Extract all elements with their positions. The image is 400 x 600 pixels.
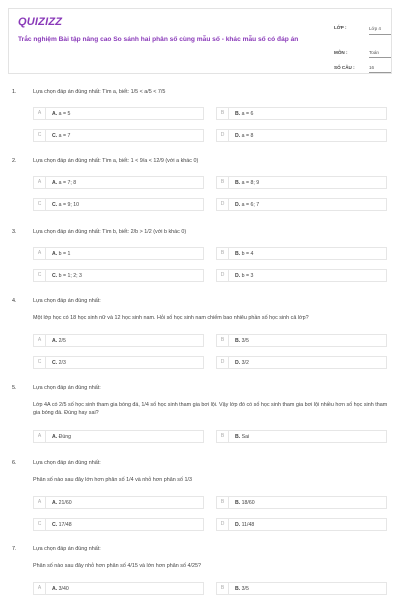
option-b[interactable]: [216, 496, 387, 509]
option-b[interactable]: [216, 107, 387, 120]
option-prefix: A.: [52, 110, 58, 117]
option-letter: A: [34, 497, 46, 508]
option-letter: D: [217, 130, 229, 141]
option-letter: C: [34, 130, 46, 141]
option-text: a = 7: [58, 132, 71, 139]
option-prefix: A.: [52, 433, 58, 440]
count-value: 16: [369, 65, 391, 73]
question-number: 1.: [12, 89, 17, 95]
option-text: 3/40: [58, 585, 69, 592]
option-prefix: A.: [52, 337, 58, 344]
option-prefix: C.: [52, 132, 58, 139]
question-body: Phân số nào sau đây nhỏ hơn phân số 4/15 và lớn hơn phân số 4/25?: [33, 563, 201, 569]
option-c[interactable]: [33, 198, 204, 211]
option-letter: B: [217, 108, 229, 119]
option-text: 2/3: [58, 359, 66, 366]
option-prefix: B.: [235, 110, 241, 117]
option-letter: B: [217, 248, 229, 259]
option-prefix: B.: [235, 585, 241, 592]
option-letter: C: [34, 270, 46, 281]
subject-value: Toán: [369, 50, 391, 58]
option-text: 3/5: [241, 585, 249, 592]
option-d[interactable]: [216, 129, 387, 142]
question-prompt: Lựa chọn đáp án đúng nhất: Tìm a, biết: 1 < 9/a < 12/9 (với a khác 0): [33, 158, 199, 164]
option-prefix: C.: [52, 272, 58, 279]
question-body: Lớp 4A có 2/5 số học sinh tham gia bóng đá, 1/4 số học sinh tham gia bơi lội. Vậy lớp đó có số học sinh tham gia bơi lội nhiều hơn số học sinh tham gia bóng đá. Đúng hay sai?: [33, 402, 388, 416]
option-text: a = 8; 9: [241, 179, 260, 186]
option-text: a = 9; 10: [58, 201, 79, 208]
option-text: 18/60: [241, 499, 255, 506]
question-prompt: Lựa chọn đáp án đúng nhất: Tìm b, biết: 2/b > 1/2 (với b khác 0): [33, 229, 187, 235]
option-letter: A: [34, 108, 46, 119]
subject-label: MÔN :: [334, 50, 348, 55]
option-a[interactable]: [33, 176, 204, 189]
option-prefix: B.: [235, 250, 241, 257]
option-prefix: D.: [235, 132, 241, 139]
option-text: a = 6; 7: [241, 201, 260, 208]
option-text: 2/5: [58, 337, 66, 344]
option-b[interactable]: [216, 247, 387, 260]
option-prefix: C.: [52, 521, 58, 528]
question-prompt: Lựa chọn đáp án đúng nhất:: [33, 298, 101, 304]
option-a[interactable]: [33, 430, 204, 443]
option-letter: B: [217, 335, 229, 346]
option-prefix: B.: [235, 179, 241, 186]
option-prefix: C.: [52, 201, 58, 208]
option-letter: D: [217, 199, 229, 210]
option-b[interactable]: [216, 582, 387, 595]
question-number: 5.: [12, 385, 17, 391]
worksheet-header: [8, 8, 392, 74]
option-text: 11/48: [241, 521, 255, 528]
option-prefix: A.: [52, 585, 58, 592]
option-prefix: A.: [52, 179, 58, 186]
count-label: SỐ CÂU :: [334, 65, 355, 70]
option-c[interactable]: [33, 356, 204, 369]
question-number: 6.: [12, 460, 17, 466]
page-title: Trắc nghiệm Bài tập nâng cao So sánh hai phân số cùng mẫu số - khác mẫu số có đáp án: [18, 36, 299, 43]
option-letter: B: [217, 177, 229, 188]
option-prefix: D.: [235, 201, 241, 208]
grade-label: LỚP :: [334, 25, 347, 30]
option-letter: B: [217, 431, 229, 442]
option-prefix: B.: [235, 499, 241, 506]
question-prompt: Lựa chọn đáp án đúng nhất: Tìm a, biết: 1/5 < a/5 < 7/5: [33, 89, 166, 95]
question-prompt: Lựa chọn đáp án đúng nhất:: [33, 460, 101, 466]
option-a[interactable]: [33, 107, 204, 120]
option-a[interactable]: [33, 247, 204, 260]
grade-value: Lớp 4: [369, 25, 391, 35]
option-c[interactable]: [33, 518, 204, 531]
question-body: Phân số nào sau đây lớn hơn phân số 1/4 và nhỏ hơn phân số 1/3: [33, 477, 192, 483]
option-letter: D: [217, 519, 229, 530]
option-letter: A: [34, 431, 46, 442]
question-number: 4.: [12, 298, 17, 304]
option-prefix: D.: [235, 359, 241, 366]
quizizz-logo: QUIZIZZ: [18, 16, 63, 28]
option-text: b = 3: [241, 272, 254, 279]
option-b[interactable]: [216, 176, 387, 189]
question-number: 2.: [12, 158, 17, 164]
option-text: a = 5: [58, 110, 71, 117]
option-text: b = 1; 2; 3: [58, 272, 82, 279]
option-text: a = 7; 8: [58, 179, 77, 186]
option-text: 3/2: [241, 359, 249, 366]
option-text: a = 6: [241, 110, 254, 117]
option-letter: A: [34, 335, 46, 346]
option-a[interactable]: [33, 496, 204, 509]
option-prefix: B.: [235, 433, 241, 440]
option-text: Đúng: [58, 433, 72, 440]
option-text: 17/48: [58, 521, 72, 528]
option-letter: A: [34, 583, 46, 594]
option-letter: A: [34, 177, 46, 188]
option-prefix: C.: [52, 359, 58, 366]
option-text: 3/5: [241, 337, 249, 344]
question-body: Một lớp học có 18 học sinh nữ và 12 học sinh nam. Hỏi số học sinh nam chiếm bao nhiêu phần số học sinh cả lớp?: [33, 315, 309, 321]
option-prefix: D.: [235, 272, 241, 279]
option-prefix: A.: [52, 250, 58, 257]
option-d[interactable]: [216, 518, 387, 531]
option-letter: D: [217, 357, 229, 368]
option-prefix: B.: [235, 337, 241, 344]
option-letter: B: [217, 497, 229, 508]
option-text: b = 1: [58, 250, 71, 257]
option-letter: C: [34, 519, 46, 530]
option-text: 21/60: [58, 499, 72, 506]
option-prefix: A.: [52, 499, 58, 506]
option-text: Sai: [241, 433, 250, 440]
option-b[interactable]: [216, 334, 387, 347]
option-text: a = 8: [241, 132, 254, 139]
question-number: 7.: [12, 546, 17, 552]
option-c[interactable]: [33, 269, 204, 282]
option-d[interactable]: [216, 356, 387, 369]
question-prompt: Lựa chọn đáp án đúng nhất:: [33, 385, 101, 391]
option-d[interactable]: [216, 269, 387, 282]
option-letter: A: [34, 248, 46, 259]
option-a[interactable]: [33, 582, 204, 595]
option-a[interactable]: [33, 334, 204, 347]
option-d[interactable]: [216, 198, 387, 211]
option-letter: C: [34, 199, 46, 210]
option-prefix: D.: [235, 521, 241, 528]
option-text: b = 4: [241, 250, 254, 257]
option-letter: B: [217, 583, 229, 594]
question-number: 3.: [12, 229, 17, 235]
option-letter: D: [217, 270, 229, 281]
option-b[interactable]: [216, 430, 387, 443]
option-c[interactable]: [33, 129, 204, 142]
question-prompt: Lựa chọn đáp án đúng nhất:: [33, 546, 101, 552]
option-letter: C: [34, 357, 46, 368]
